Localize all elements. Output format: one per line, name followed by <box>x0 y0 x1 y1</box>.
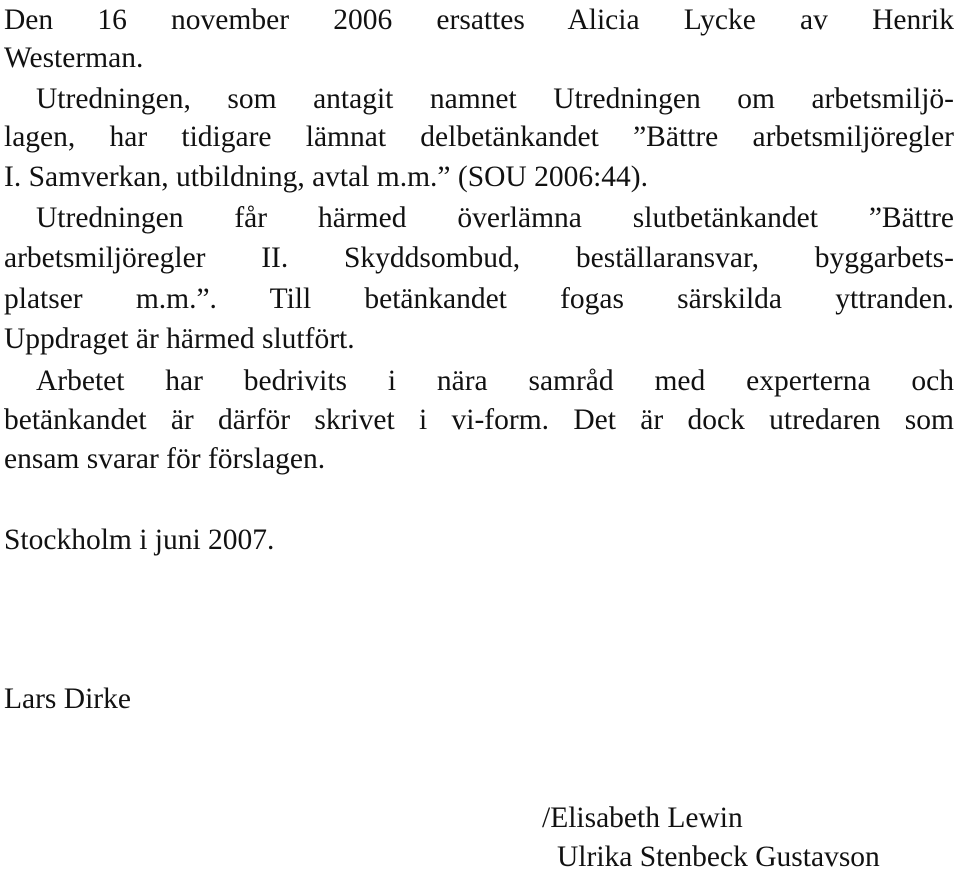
text-line: lagen, har tidigare lämnat delbetänkandet ”Bättre arbetsmiljöregler <box>4 121 954 153</box>
text-line: arbetsmiljöregler II. Skyddsombud, beställaransvar, byggarbets- <box>4 242 954 274</box>
signatory-name: Lars Dirke <box>4 683 131 715</box>
text-line: Utredningen, som antagit namnet Utredningen om arbetsmiljö- <box>36 83 954 115</box>
place-and-date: Stockholm i juni 2007. <box>4 524 275 556</box>
text-line: platser m.m.”. Till betänkandet fogas särskilda yttranden. <box>4 283 954 315</box>
text-line: Den 16 november 2006 ersattes Alicia Lycke av Henrik <box>4 4 954 36</box>
text-line: ensam svarar för förslagen. <box>4 443 326 475</box>
text-line: Westerman. <box>4 42 144 74</box>
text-line: Uppdraget är härmed slutfört. <box>4 323 355 355</box>
text-line: Utredningen får härmed överlämna slutbetänkandet ”Bättre <box>36 202 954 234</box>
secretary-name: /Elisabeth Lewin <box>542 802 743 834</box>
text-line: Arbetet har bedrivits i nära samråd med experterna och <box>36 365 954 397</box>
secretary-name: Ulrika Stenbeck Gustavson <box>557 841 880 873</box>
text-line: I. Samverkan, utbildning, avtal m.m.” (SOU 2006:44). <box>4 161 648 193</box>
text-line: betänkandet är därför skrivet i vi-form. Det är dock utredaren som <box>4 404 954 436</box>
